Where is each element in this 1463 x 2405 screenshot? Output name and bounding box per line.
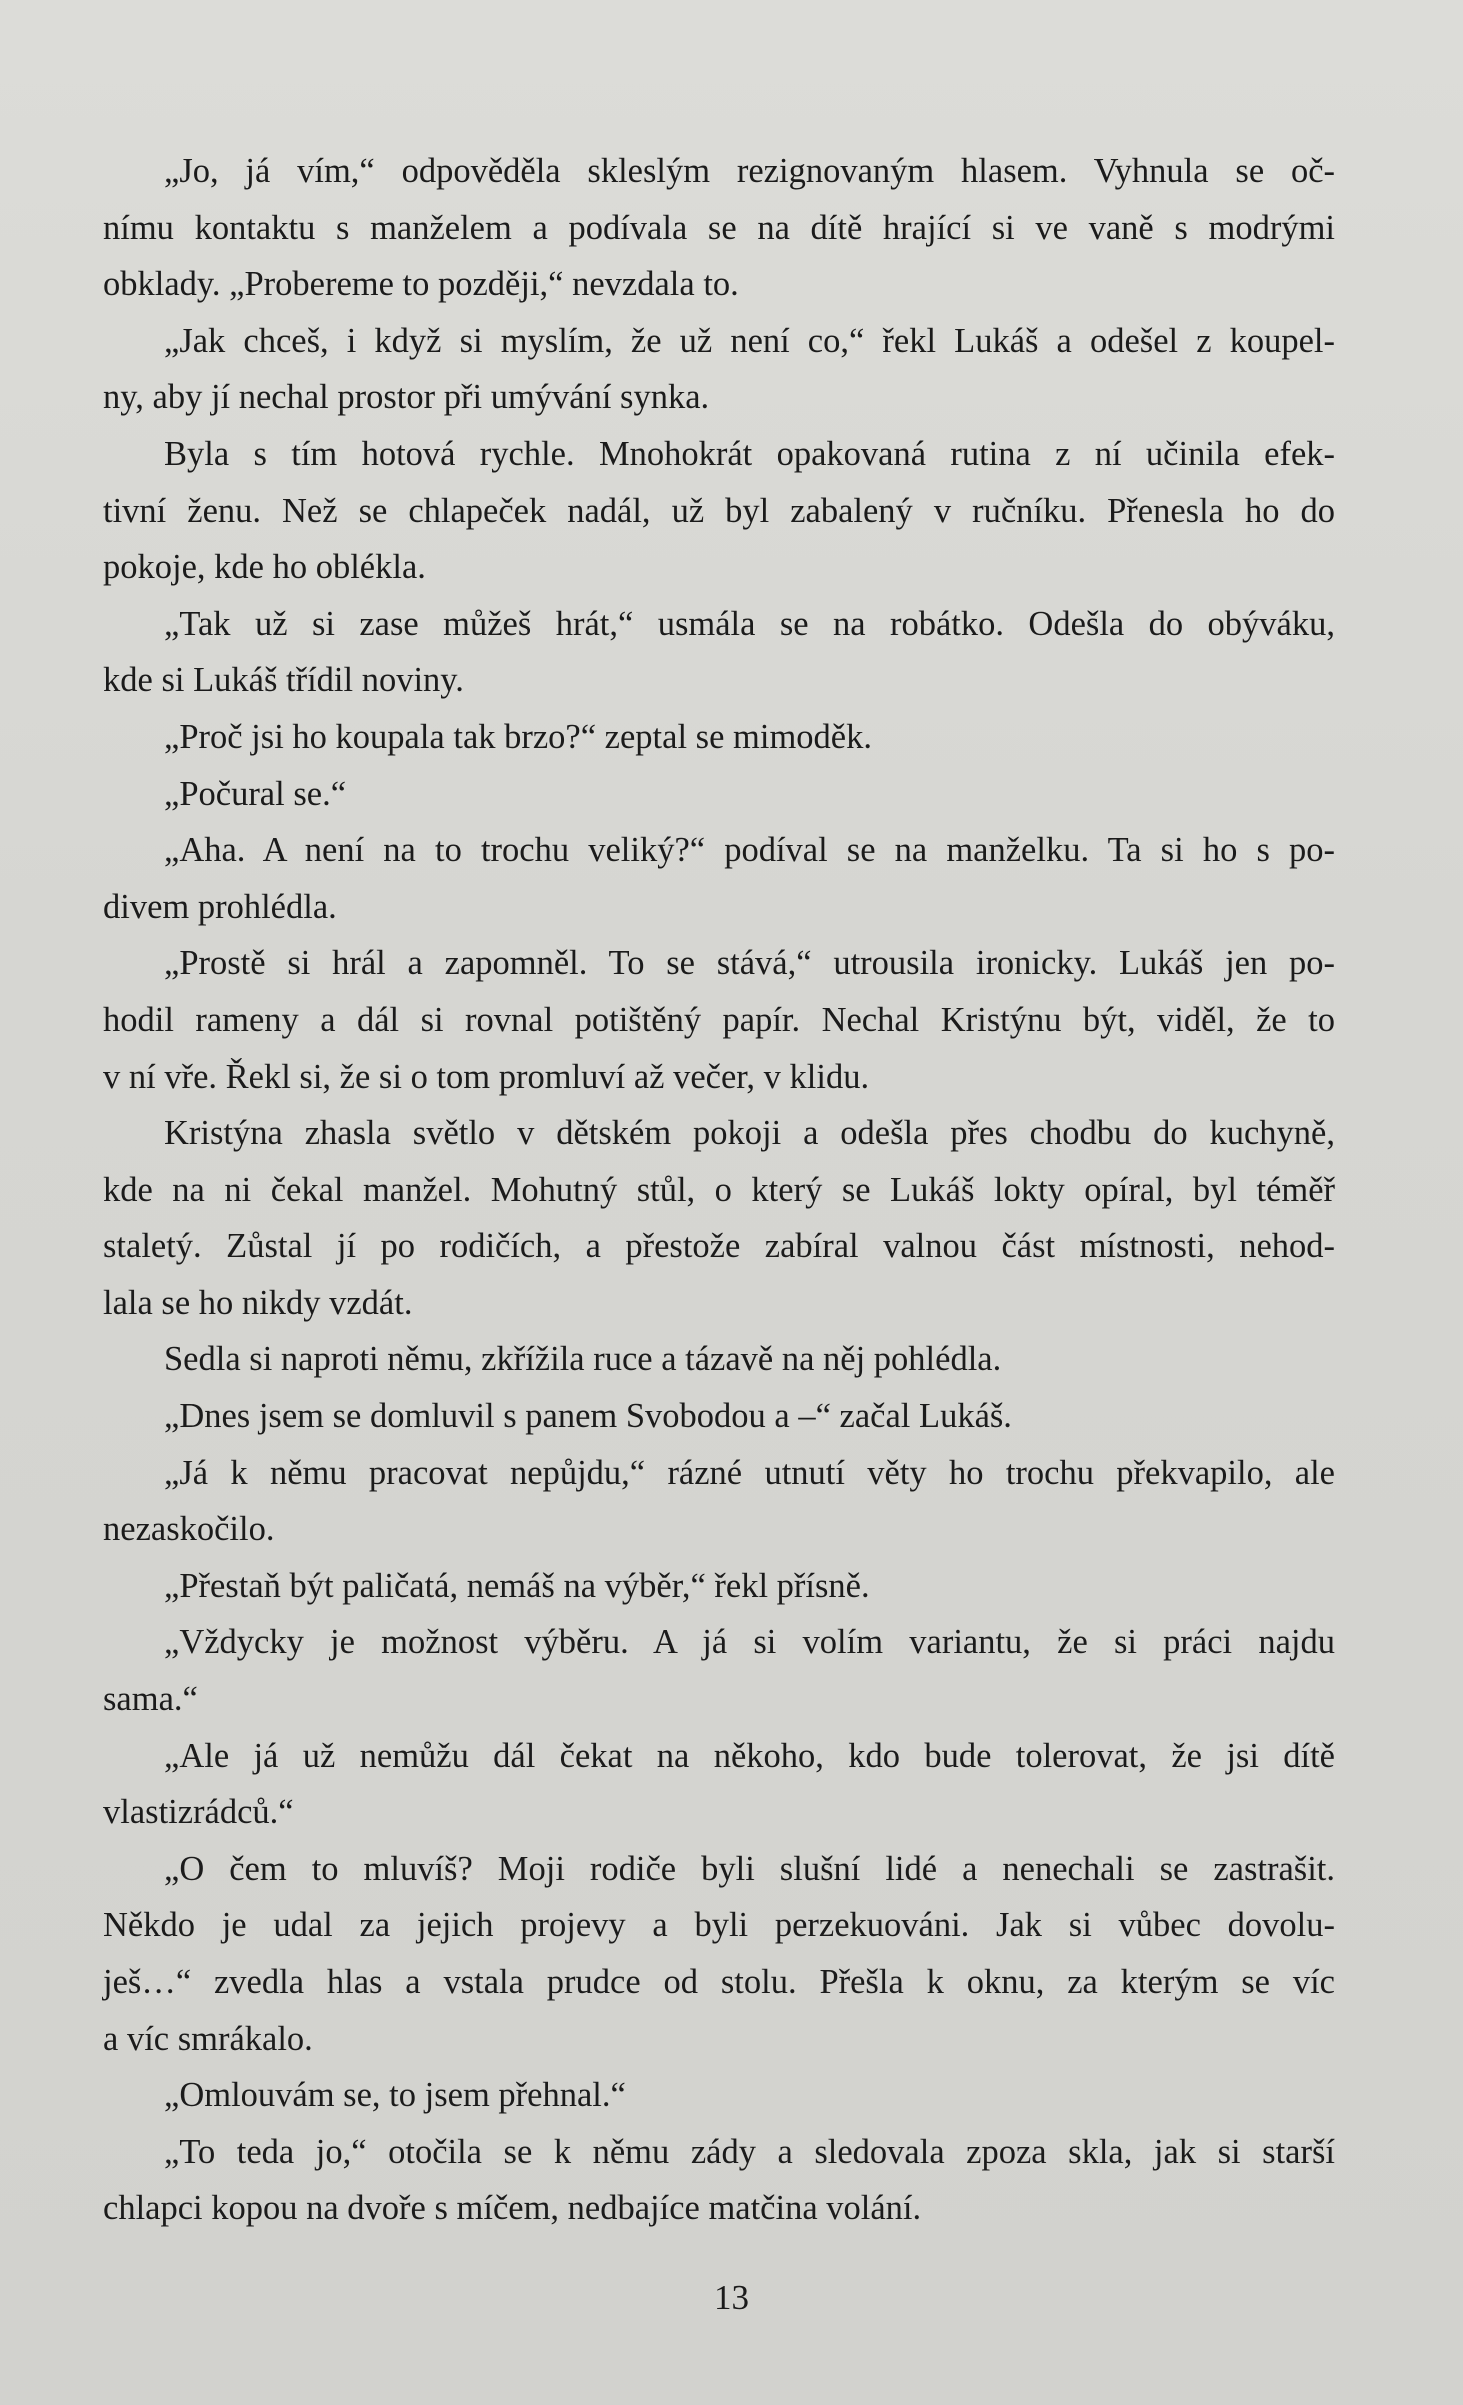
text-line: a víc smrákalo. <box>103 2019 313 2058</box>
text-line: Sedla si naproti němu, zkřížila ruce a tázavě na něj pohlédla. <box>164 1340 1002 1379</box>
text-line: „To teda jo,“ otočila se k němu zády a sledovala zpoza skla, jak si starší <box>164 2132 1335 2171</box>
text-line: „Přestaň být paličatá, nemáš na výběr,“ řekl přísně. <box>164 1566 870 1605</box>
text-line: „Jo, já vím,“ odpověděla skleslým rezignovaným hlasem. Vyhnula se oč- <box>164 152 1335 190</box>
text-line: „Aha. A není na to trochu veliký?“ podíval se na manželku. Ta si ho s po- <box>164 831 1335 870</box>
text-line: „Omlouvám se, to jsem přehnal.“ <box>164 2076 626 2115</box>
text-line: vlastizrádců.“ <box>103 1793 294 1832</box>
text-line: v ní vře. Řekl si, že si o tom promluví až večer, v klidu. <box>103 1057 870 1096</box>
text-line: „Ale já už nemůžu dál čekat na někoho, kdo bude tolerovat, že jsi dítě <box>164 1736 1335 1775</box>
text-line: „Vždycky je možnost výběru. A já si volím variantu, že si práci najdu <box>164 1623 1335 1662</box>
text-line: hodil rameny a dál si rovnal potištěný papír. Nechal Kristýnu být, viděl, že to <box>103 1000 1335 1039</box>
text-line: Kristýna zhasla světlo v dětském pokoji a odešla přes chodbu do kuchyně, <box>164 1114 1335 1153</box>
text-line: tivní ženu. Než se chlapeček nadál, už byl zabalený v ručníku. Přenesla ho do <box>103 491 1335 530</box>
text-line: kde na ni čekal manžel. Mohutný stůl, o který se Lukáš lokty opíral, byl téměř <box>103 1170 1335 1209</box>
text-line: „Já k němu pracovat nepůjdu,“ rázné utnutí věty ho trochu překvapilo, ale <box>164 1453 1335 1492</box>
text-line: „Počural se.“ <box>164 774 347 813</box>
text-line: divem prohlédla. <box>103 887 337 926</box>
text-line: chlapci kopou na dvoře s míčem, nedbajíce matčina volání. <box>103 2189 922 2228</box>
text-line: ješ…“ zvedla hlas a vstala prudce od stolu. Přešla k oknu, za kterým se víc <box>103 1963 1335 2001</box>
text-line: pokoje, kde ho oblékla. <box>103 548 426 587</box>
text-line: ny, aby jí nechal prostor při umývání synka. <box>103 378 710 417</box>
text-line: Byla s tím hotová rychle. Mnohokrát opakovaná rutina z ní učinila efek- <box>164 434 1335 473</box>
text-line: „Prostě si hrál a zapomněl. To se stává,“ utrousila ironicky. Lukáš jen po- <box>164 944 1335 983</box>
text-line: „Proč jsi ho koupala tak brzo?“ zeptal se mimoděk. <box>164 717 872 756</box>
text-line: „O čem to mluvíš? Moji rodiče byli slušní lidé a nenechali se zastrašit. <box>164 1849 1335 1888</box>
text-line: staletý. Zůstal jí po rodičích, a přestože zabíral valnou část místnosti, nehod- <box>103 1227 1335 1266</box>
text-line: kde si Lukáš třídil noviny. <box>103 661 464 700</box>
text-line: „Dnes jsem se domluvil s panem Svobodou a –“ začal Lukáš. <box>164 1397 1012 1436</box>
text-line: sama.“ <box>103 1680 198 1719</box>
page-number: 13 <box>714 2278 749 2317</box>
text-line: „Tak už si zase můžeš hrát,“ usmála se na robátko. Odešla do obýváku, <box>164 604 1335 643</box>
body-text <box>103 143 1335 2237</box>
text-line: obklady. „Probereme to později,“ nevzdala to. <box>103 265 739 304</box>
text-line: Někdo je udal za jejich projevy a byli perzekuováni. Jak si vůbec dovolu- <box>103 1906 1335 1945</box>
text-line: lala se ho nikdy vzdát. <box>103 1283 413 1322</box>
text-line: nímu kontaktu s manželem a podívala se na dítě hrající si ve vaně s modrými <box>103 208 1335 247</box>
text-line: „Jak chceš, i když si myslím, že už není co,“ řekl Lukáš a odešel z koupel- <box>164 321 1335 360</box>
text-line: nezaskočilo. <box>103 1510 275 1549</box>
